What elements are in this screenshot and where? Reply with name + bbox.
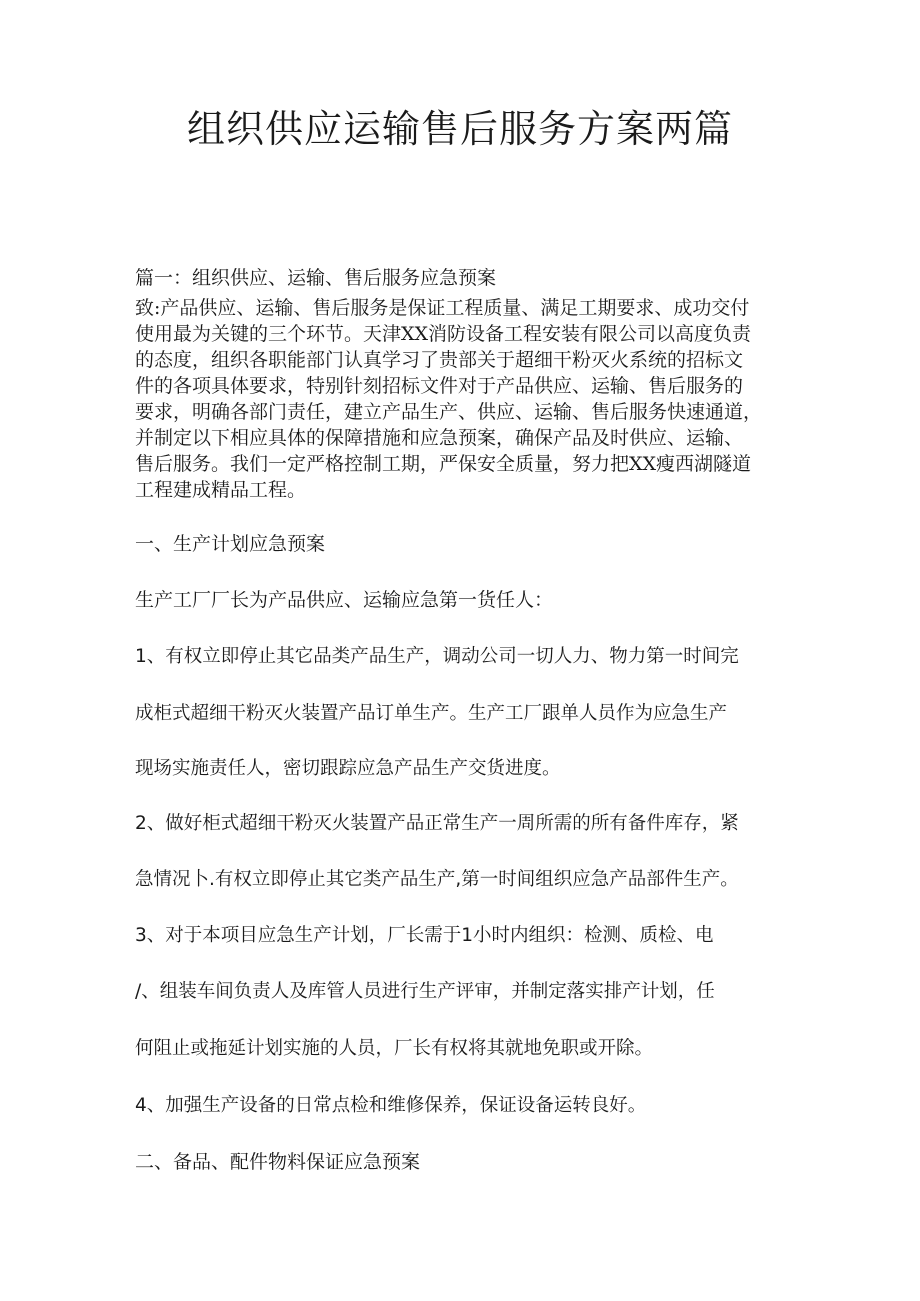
section-line: /、组装车间负责人及库管人员进行生产评审，并制定落实排产计划，任 [135,981,715,1002]
section-line: 急情况卜.有权立即停止其它类产品生产,第一时间组织应急产品部件生产。 [135,869,739,890]
section-heading: 二、备品、配件物料保证应急预案 [135,1151,421,1173]
document-title: 组织供应运输售后服务方案两篇 [186,107,733,151]
intro-line: 致:产品供应、运输、售后服务是保证工程质量、满足工期要求、成功交付 [135,297,750,319]
section-line: 成柜式超细干粉灭火装置产品订单生产。生产工厂跟单人员作为应急生产 [135,703,728,724]
intro-line: 要求，明确各部门责任，建立产品生产、供应、运输、售后服务快速通道， [135,401,763,423]
section-line: 现场实施责任人，密切跟踪应急产品生产交货进度。 [135,758,561,779]
section-line: 4、加强生产设备的日常点检和维修保养，保证设备运转良好。 [135,1095,647,1116]
section-line: 何阻止或拖延计划实施的人员，厂长有权将其就地免职或开除。 [135,1038,654,1059]
section-heading: 一、生产计划应急预案 [135,533,326,555]
section-line: 生产工厂厂长为产品供应、运输应急第一货任人： [135,589,554,611]
section-line: 3、对于本项目应急生产计划，厂长需于1小时内组织：检测、质检、电 [135,925,714,946]
intro-line: 并制定以下相应具体的保障措施和应急预案，确保产品及时供应、运输、 [135,427,744,449]
intro-line: 工程建成精品工程。 [135,479,307,501]
intro-line: 件的各项具体要求，特别针刻招标文件对于产品供应、运输、售后服务的 [135,375,744,397]
intro-line: 使用最为关键的三个环节。天津XX消防设备工程安装有限公司以高度负责 [135,323,752,345]
intro-heading: 篇一：组织供应、运输、售后服务应急预案 [135,267,497,289]
section-line: 2、做好柜式超细干粉灭火装置产品正常生产一周所需的所有备件库存，紧 [135,813,739,834]
intro-line: 的态度，组织各职能部门认真学习了贵部关于超细干粉灭火系统的招标文 [135,349,744,371]
section-line: 1、有权立即停止其它品类产品生产，调动公司一切人力、物力第一时间完 [135,646,739,667]
intro-line: 售后服务。我们一定严格控制工期，严保安全质量，努力把XX瘦西湖隧道 [135,453,752,475]
